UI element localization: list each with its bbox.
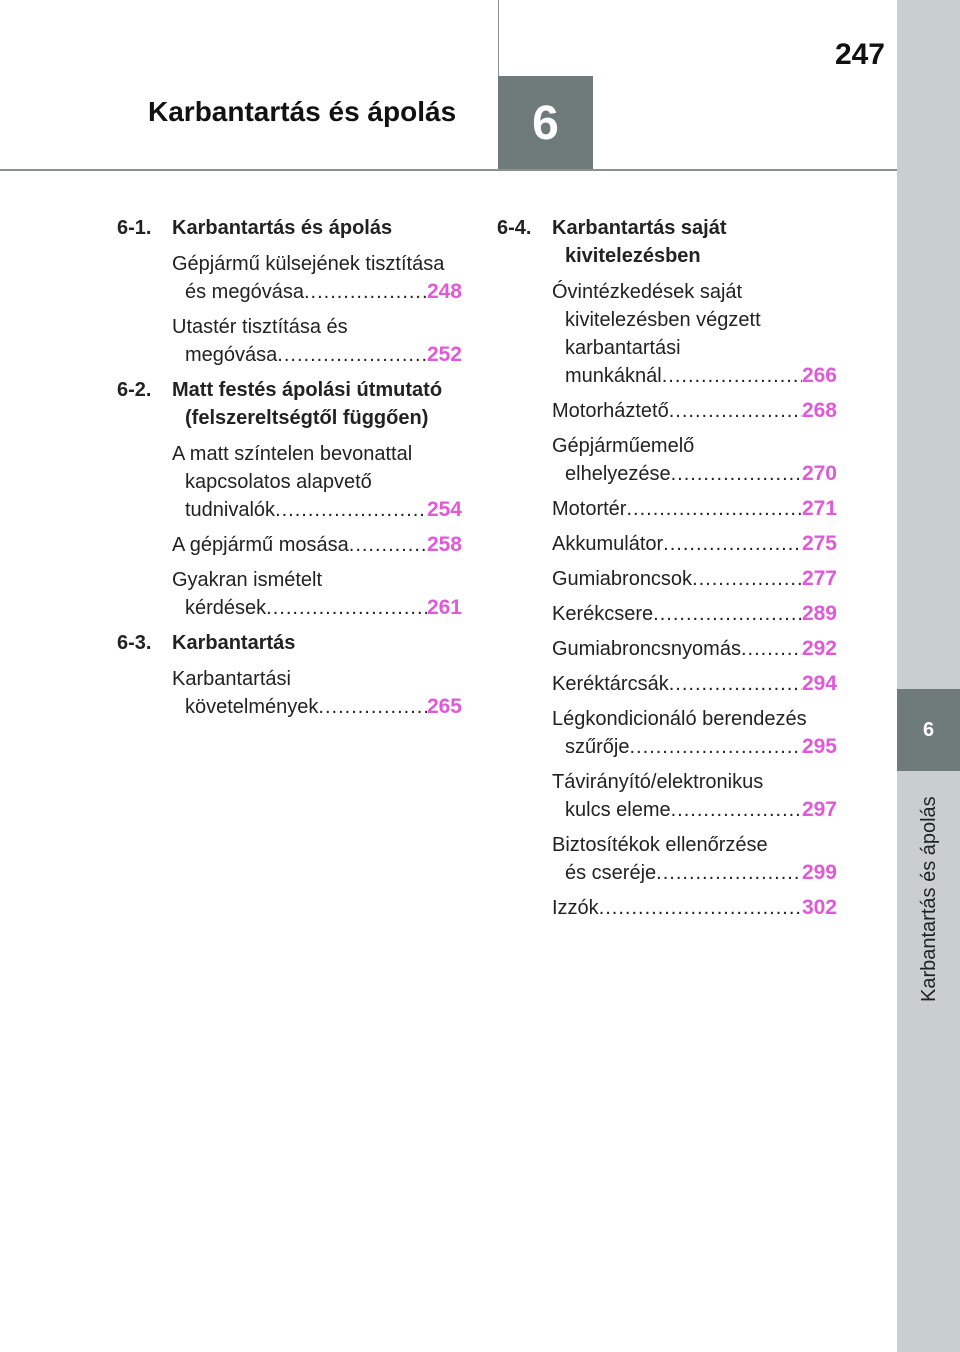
entry-line: Légkondicionáló berendezés: [552, 708, 807, 730]
entry-label: és megóvása: [185, 281, 304, 303]
leader-dots: [662, 362, 802, 390]
toc-entry[interactable]: [552, 670, 837, 698]
page-number: 247: [834, 38, 885, 71]
leader-dots: [653, 600, 802, 628]
entry-label: kérdések: [185, 597, 267, 619]
section-title: Karbantartás: [172, 632, 296, 654]
section-title: Karbantartás és ápolás: [172, 217, 393, 239]
leader-dots: [692, 565, 802, 593]
entry-label: A gépjármű mosása: [172, 534, 349, 556]
entry-label: Keréktárcsák: [552, 673, 669, 695]
entry-line: Óvintézkedések saját: [552, 281, 743, 303]
leader-dots: [599, 894, 802, 922]
entry-label: Motorháztető: [552, 400, 669, 422]
toc-entry[interactable]: [552, 768, 837, 824]
entry-line: A matt színtelen bevonattal: [172, 443, 413, 465]
entry-page-link[interactable]: 252: [426, 343, 462, 366]
entry-page-link[interactable]: 270: [801, 462, 837, 485]
toc-entry[interactable]: [552, 600, 837, 628]
entry-page-link[interactable]: 289: [801, 602, 837, 625]
leader-dots: [663, 530, 802, 558]
entry-page-link[interactable]: 248: [426, 280, 462, 303]
entry-label: Gumiabroncsnyomás: [552, 638, 741, 660]
toc-entry[interactable]: [552, 530, 837, 558]
entry-line: Karbantartási: [172, 668, 291, 690]
entry-page-link[interactable]: 261: [426, 596, 462, 619]
leader-dots: [671, 796, 802, 824]
entry-page-link[interactable]: 275: [801, 532, 837, 555]
leader-dots: [629, 733, 801, 761]
entry-page-link[interactable]: 271: [801, 497, 837, 520]
leader-dots: [277, 341, 427, 369]
entry-page-link[interactable]: 277: [801, 567, 837, 590]
chapter-number-box: 6: [498, 76, 593, 169]
entry-label: elhelyezése: [565, 463, 671, 485]
header-divider: [0, 169, 897, 171]
entry-label: Izzók: [552, 897, 599, 919]
toc-entry[interactable]: [552, 278, 837, 390]
toc-entry[interactable]: [172, 250, 462, 306]
toc-entry[interactable]: [552, 705, 837, 761]
toc-entry[interactable]: [552, 894, 837, 922]
entry-line: Gépjárműemelő: [552, 435, 695, 457]
entry-page-link[interactable]: 297: [801, 798, 837, 821]
toc-entry[interactable]: [552, 432, 837, 488]
entry-label: Motortér: [552, 498, 627, 520]
toc-entry[interactable]: [172, 440, 462, 524]
section-number: 6-3.: [117, 632, 152, 654]
toc-section-6-3[interactable]: [117, 629, 462, 657]
entry-label: munkáknál: [565, 365, 662, 387]
entry-page-link[interactable]: 302: [801, 896, 837, 919]
toc-section-6-1[interactable]: [117, 214, 462, 242]
toc-left-column: [117, 214, 462, 728]
section-title: Karbantartás saját kivitelezésben: [552, 217, 727, 267]
section-title: Matt festés ápolási útmutató (felszereltségtől függően): [172, 379, 443, 429]
entry-label: követelmények: [185, 696, 319, 718]
entry-line: Biztosítékok ellenőrzése: [552, 834, 768, 856]
entry-page-link[interactable]: 258: [426, 533, 462, 556]
toc-entry[interactable]: [172, 566, 462, 622]
entry-line: Gyakran ismételt: [172, 569, 323, 591]
chapter-title: Karbantartás és ápolás: [148, 96, 457, 127]
leader-dots: [318, 693, 427, 721]
entry-label: Gumiabroncsok: [552, 568, 693, 590]
toc-entry[interactable]: [552, 635, 837, 663]
toc-entry[interactable]: [552, 565, 837, 593]
toc-right-column: [497, 214, 837, 929]
toc-entry[interactable]: [552, 495, 837, 523]
section-number: 6-1.: [117, 217, 152, 239]
toc-section-6-4[interactable]: [497, 214, 837, 270]
toc-entry[interactable]: [552, 397, 837, 425]
leader-dots: [656, 859, 802, 887]
toc-section-6-2[interactable]: [117, 376, 462, 432]
sidebar-strip: [897, 0, 960, 1352]
leader-dots: [275, 496, 427, 524]
entry-label: kulcs eleme: [565, 799, 671, 821]
entry-label: és cseréje: [565, 862, 657, 884]
entry-page-link[interactable]: 265: [426, 695, 462, 718]
entry-label: tudnivalók: [185, 499, 276, 521]
toc-entry[interactable]: [172, 665, 462, 721]
entry-label: Akkumulátor: [552, 533, 664, 555]
toc-entry[interactable]: [172, 313, 462, 369]
entry-page-link[interactable]: 294: [801, 672, 837, 695]
section-number: 6-2.: [117, 379, 152, 401]
leader-dots: [669, 670, 802, 698]
leader-dots: [626, 495, 801, 523]
entry-page-link[interactable]: 295: [801, 735, 837, 758]
leader-dots: [304, 278, 427, 306]
entry-line: kapcsolatos alapvető: [185, 471, 372, 493]
entry-page-link[interactable]: 268: [801, 399, 837, 422]
entry-page-link[interactable]: 299: [801, 861, 837, 884]
entry-line: Utastér tisztítása és: [172, 316, 348, 338]
entry-label: Kerékcsere: [552, 603, 654, 625]
section-number: 6-4.: [497, 217, 532, 239]
leader-dots: [669, 397, 802, 425]
entry-line: kivitelezésben végzett: [565, 309, 761, 331]
sidebar-vertical-label: Karbantartás és ápolás: [918, 796, 940, 1002]
toc-entry[interactable]: [172, 531, 462, 559]
entry-line: Gépjármű külsejének tisztítása: [172, 253, 445, 275]
toc-entry[interactable]: [552, 831, 837, 887]
entry-line: karbantartási: [565, 337, 681, 359]
leader-dots: [266, 594, 427, 622]
sidebar-chapter-tab[interactable]: 6: [897, 689, 960, 771]
entry-line: Távirányító/elektronikus: [552, 771, 764, 793]
entry-page-link[interactable]: 254: [426, 498, 462, 521]
leader-dots: [741, 635, 802, 663]
entry-label: megóvása: [185, 344, 278, 366]
entry-label: szűrője: [565, 736, 630, 758]
leader-dots: [349, 531, 427, 559]
entry-page-link[interactable]: 292: [801, 637, 837, 660]
leader-dots: [671, 460, 802, 488]
entry-page-link[interactable]: 266: [801, 364, 837, 387]
